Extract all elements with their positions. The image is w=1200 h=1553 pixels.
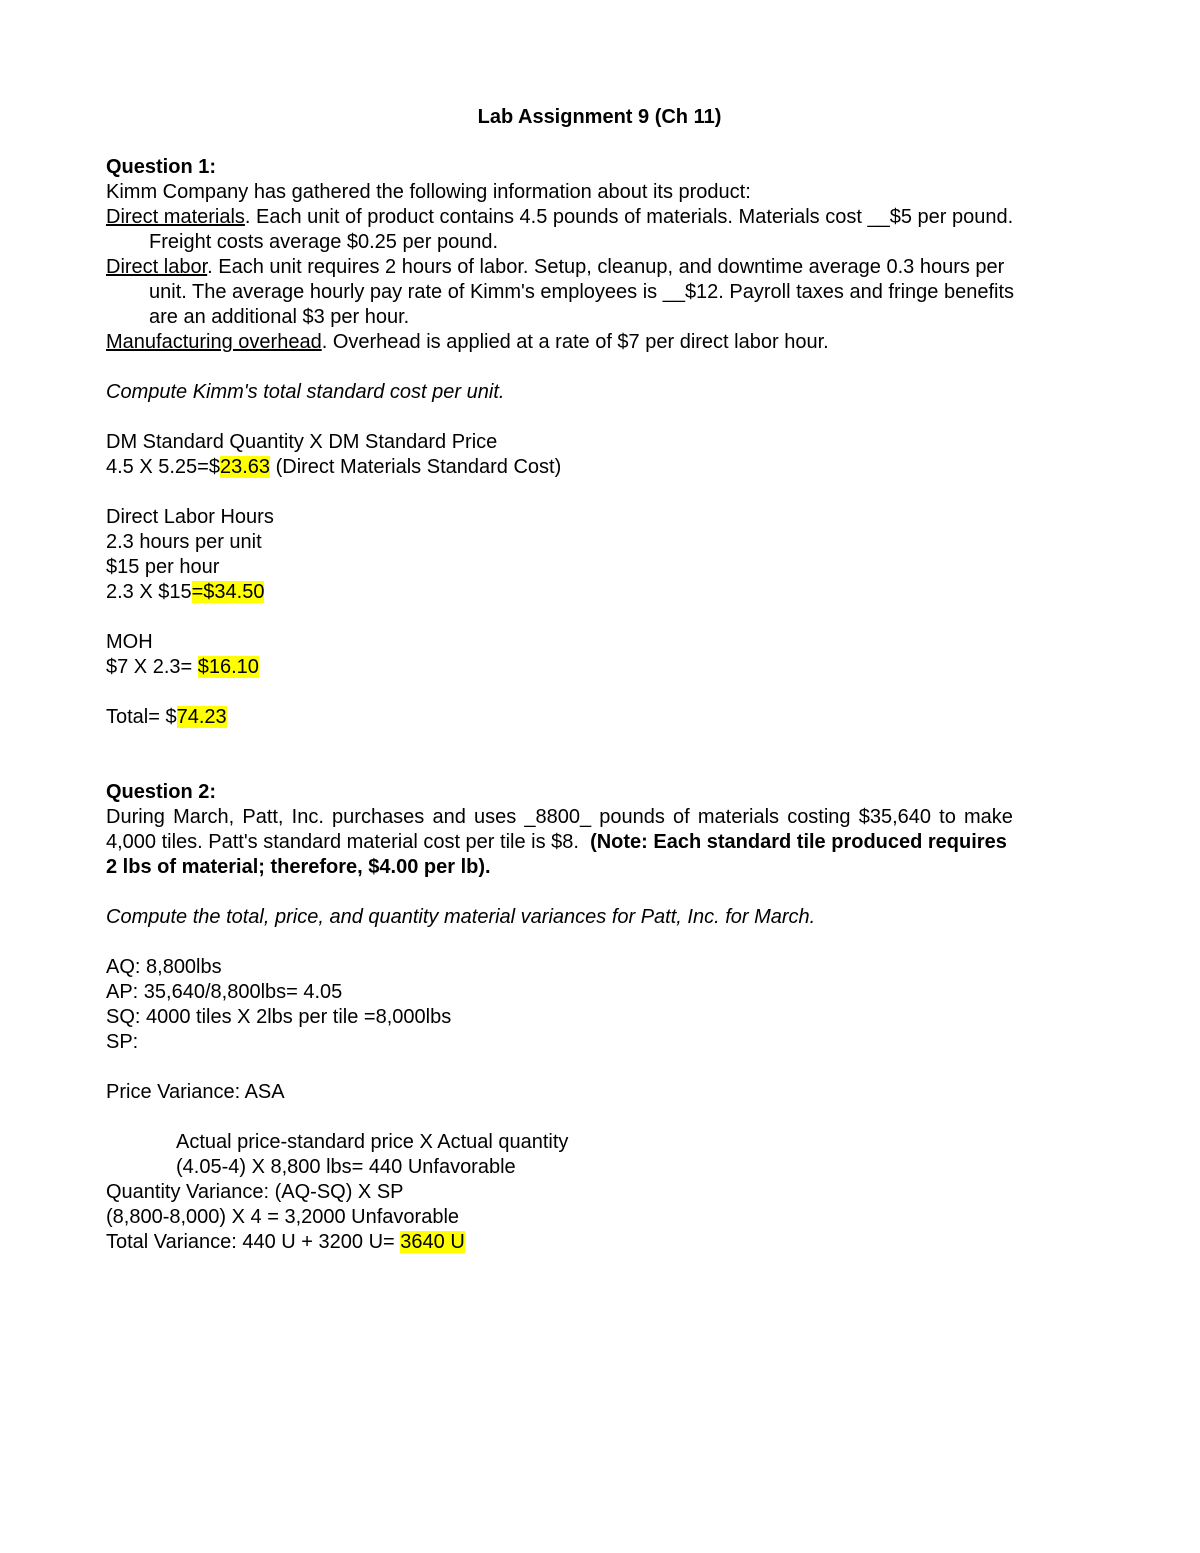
question-2-para-line-3: 2 lbs of material; therefore, $4.00 per lb). — [106, 856, 491, 878]
direct-labor-line-1: Direct labor. Each unit requires 2 hours of labor. Setup, cleanup, and downtime average 0.3 hours per — [106, 256, 1005, 278]
dm-formula: DM Standard Quantity X DM Standard Price — [106, 431, 498, 453]
total-variance: Total Variance: 440 U + 3200 U= 3640 U — [106, 1231, 465, 1253]
q1-total: Total= $74.23 — [106, 706, 227, 728]
q1-total-highlight: 74.23 — [176, 706, 227, 728]
question-2-para-line-2: 4,000 tiles. Patt's standard material cost per tile is $8. (Note: Each standard tile produced requires — [106, 831, 1007, 853]
question-1-prompt: Compute Kimm's total standard cost per unit. — [106, 381, 505, 403]
question-2-para-line-1: During March, Patt, Inc. purchases and uses _8800_ pounds of materials costing $35,640 to make — [106, 806, 1013, 828]
aq-line: AQ: 8,800lbs — [106, 956, 222, 978]
moh-calculation: $7 X 2.3= $16.10 — [106, 656, 259, 678]
direct-materials-label: Direct materials — [106, 206, 245, 228]
dlh-heading: Direct Labor Hours — [106, 506, 274, 528]
dlh-hours: 2.3 hours per unit — [106, 531, 262, 553]
dm-cost-highlight: 23.63 — [219, 456, 271, 478]
direct-labor-label: Direct labor — [106, 256, 208, 278]
quantity-variance-heading: Quantity Variance: (AQ-SQ) X SP — [106, 1181, 404, 1203]
dlh-cost-highlight: =$34.50 — [191, 581, 265, 603]
direct-labor-line-2: unit. The average hourly pay rate of Kimm's employees is __$12. Payroll taxes and fringe benefits — [149, 281, 1015, 303]
price-variance-formula: Actual price-standard price X Actual quantity — [176, 1131, 569, 1153]
direct-labor-line-3: are an additional $3 per hour. — [149, 306, 410, 328]
question-2-prompt: Compute the total, price, and quantity material variances for Patt, Inc. for March. — [106, 906, 816, 928]
question-2-heading: Question 2: — [106, 781, 217, 803]
manufacturing-overhead-label: Manufacturing overhead — [106, 331, 322, 353]
direct-materials-line-2: Freight costs average $0.25 per pound. — [149, 231, 499, 253]
total-variance-highlight: 3640 U — [400, 1231, 465, 1253]
direct-materials-line-1: Direct materials. Each unit of product contains 4.5 pounds of materials. Materials cost __$5 per pound. — [106, 206, 1014, 228]
price-variance-calculation: (4.05-4) X 8,800 lbs= 440 Unfavorable — [176, 1156, 516, 1178]
dm-calculation: 4.5 X 5.25=$23.63 (Direct Materials Standard Cost) — [106, 456, 562, 478]
manufacturing-overhead-line: Manufacturing overhead. Overhead is applied at a rate of $7 per direct labor hour. — [106, 331, 829, 353]
dlh-calculation: 2.3 X $15=$34.50 — [106, 581, 265, 603]
ap-line: AP: 35,640/8,800lbs= 4.05 — [106, 981, 343, 1003]
dlh-rate: $15 per hour — [106, 556, 220, 578]
document-page — [106, 105, 1093, 1255]
question-1-intro: Kimm Company has gathered the following information about its product: — [106, 181, 751, 203]
quantity-variance-calculation: (8,800-8,000) X 4 = 3,2000 Unfavorable — [106, 1206, 460, 1228]
question-2-note: (Note: Each standard tile produced requires — [590, 831, 1007, 853]
sq-line: SQ: 4000 tiles X 2lbs per tile =8,000lbs — [106, 1006, 452, 1028]
question-1-heading: Question 1: — [106, 156, 217, 178]
document-title: Lab Assignment 9 (Ch 11) — [477, 106, 722, 128]
sp-line: SP: — [106, 1031, 139, 1053]
moh-heading: MOH — [106, 631, 153, 653]
price-variance-heading: Price Variance: ASA — [106, 1081, 285, 1103]
moh-cost-highlight: $16.10 — [197, 656, 259, 678]
